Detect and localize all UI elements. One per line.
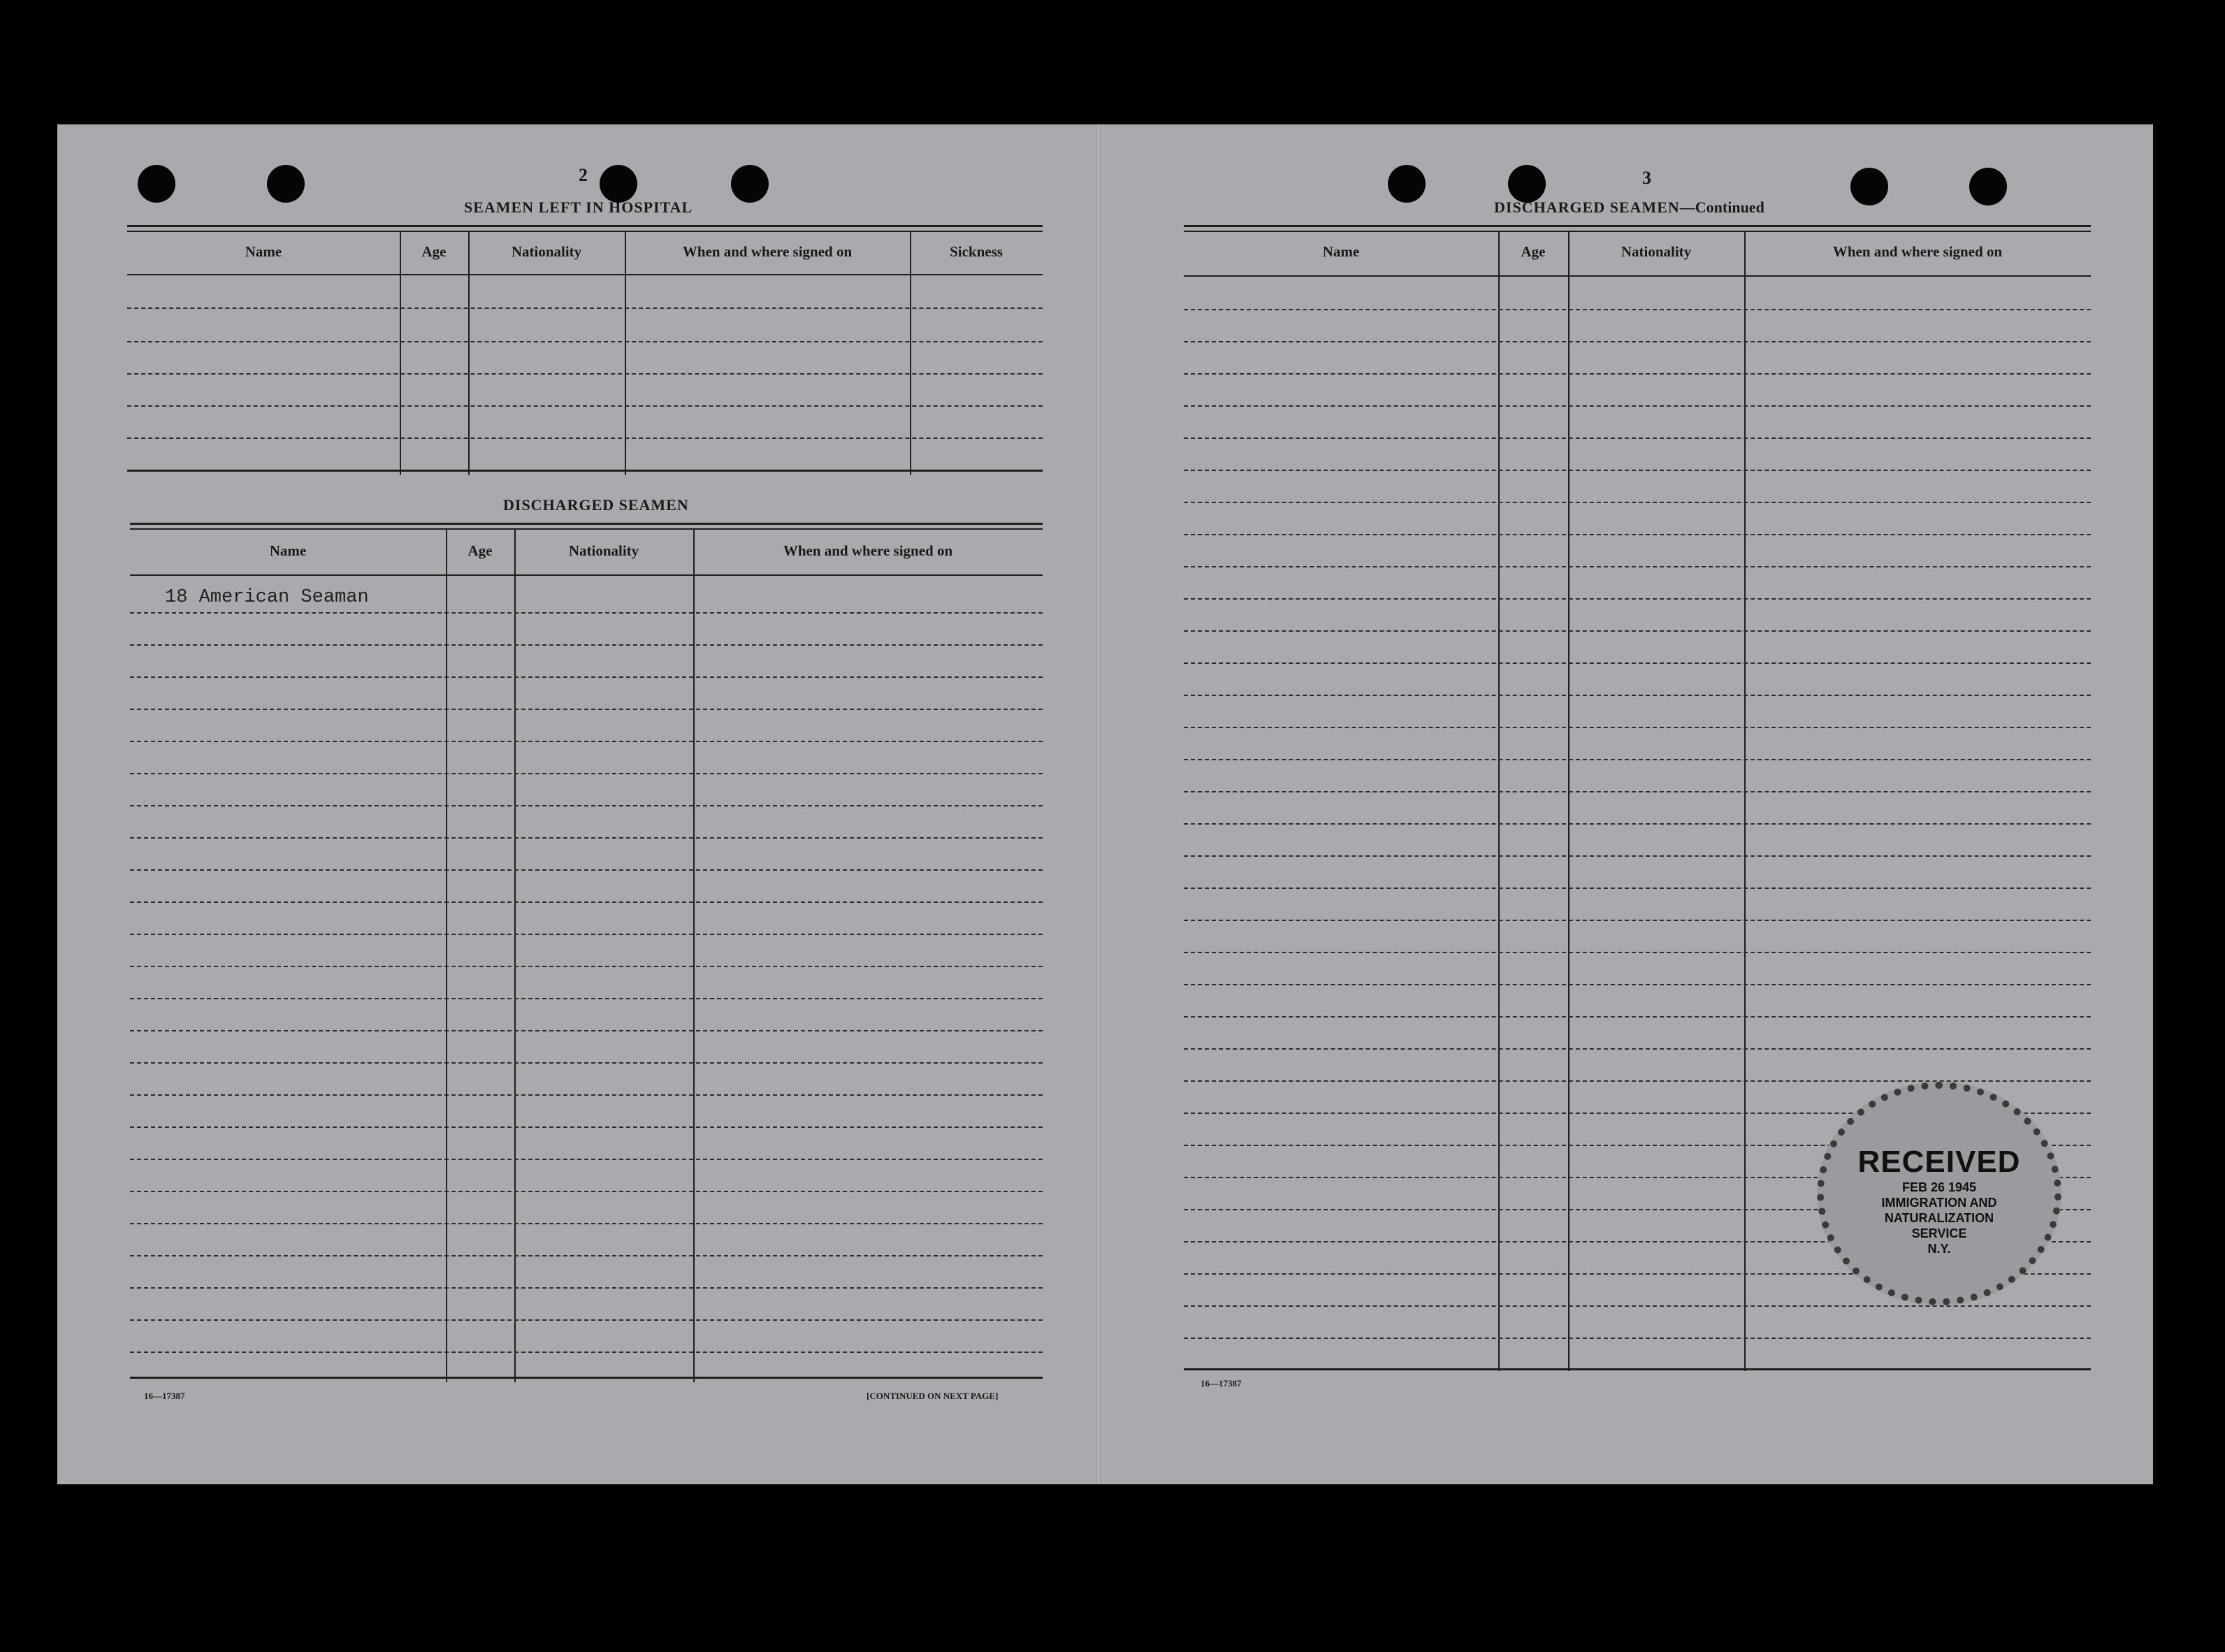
table-row [130,1094,1043,1096]
table-top-rule [1184,225,2091,227]
punch-hole [1508,165,1546,203]
header-nationality: Nationality [568,542,639,559]
table-row [1184,437,2091,439]
table-row [1184,1080,2091,1082]
table-row [1184,695,2091,696]
table-row [130,1062,1043,1064]
entry-american-seaman: 18 American Seaman [165,587,369,608]
table-row [130,1223,1043,1224]
header-name: Name [245,243,282,260]
title-main: DISCHARGED SEAMEN [1494,198,1680,216]
table-header-rule [130,574,1043,576]
page-fold [1096,124,1101,1484]
column-divider [693,530,695,1382]
header-signed-on: When and where signed on [682,243,853,260]
discharged-section-title: DISCHARGED SEAMEN [503,496,689,514]
form-number-left: 16—17387 [144,1391,185,1401]
table-row [127,341,1043,342]
header-name: Name [269,542,307,559]
table-row [130,773,1043,774]
table-row [1184,1016,2091,1017]
stamp-received: RECEIVED [1857,1145,2021,1179]
header-age: Age [1521,243,1546,260]
table-row [1184,470,2091,471]
table-row [1184,823,2091,825]
table-row [127,405,1043,407]
table-row [130,837,1043,839]
stamp-date: FEB 26 1945 [1901,1180,1977,1194]
table-row [127,373,1043,375]
table-row [1184,984,2091,985]
table-row [1184,1305,2091,1307]
table-row [130,966,1043,967]
table-row [130,676,1043,678]
table-row [130,1352,1043,1353]
table-top-rule [130,528,1043,530]
table-row [130,709,1043,710]
discharged-table-left [130,523,1043,1382]
table-row [130,612,1043,614]
table-row [130,901,1043,903]
header-age: Age [468,542,493,559]
table-header-rule [127,274,1043,275]
punch-hole [1850,168,1888,205]
punch-hole [267,165,305,203]
table-top-rule [127,225,1043,227]
discharged-continued-title [1494,198,1764,217]
header-signed-on: When and where signed on [1832,243,2003,260]
table-row [130,1287,1043,1289]
table-row [1184,598,2091,600]
punch-hole [731,165,769,203]
form-number-right: 16—17387 [1201,1378,1242,1389]
table-row [1184,534,2091,535]
title-suffix: —Continued [1679,198,1764,216]
page-number-right: 3 [1642,168,1651,188]
table-row [1184,405,2091,407]
table-row [130,1191,1043,1192]
table-row [1184,309,2091,310]
punch-hole [1969,168,2007,205]
table-row [1184,1338,2091,1339]
table-bottom-rule [1184,1368,2091,1370]
table-row [130,1126,1043,1128]
hospital-section-title: SEAMEN LEFT IN HOSPITAL [464,198,693,216]
table-row [1184,630,2091,632]
table-row [130,741,1043,742]
stamp-line: N.Y. [1927,1242,1951,1256]
table-top-rule [127,231,1043,232]
table-row [130,934,1043,935]
punch-hole [138,165,175,203]
header-age: Age [421,243,447,260]
stamp-line: SERVICE [1911,1226,1967,1240]
table-row [1184,952,2091,953]
table-row [130,1030,1043,1031]
table-row [1184,759,2091,760]
table-row [130,805,1043,806]
column-divider [514,530,516,1382]
table-row [1184,373,2091,375]
stamp-line: NATURALIZATION [1884,1211,1994,1225]
table-row [1184,727,2091,728]
column-divider [446,530,447,1382]
table-row [1184,1048,2091,1050]
table-top-rule [1184,231,2091,232]
column-divider [1568,232,1570,1371]
table-row [1184,341,2091,342]
header-nationality: Nationality [1621,243,1692,260]
table-row [130,998,1043,999]
column-divider [1498,232,1500,1371]
header-name: Name [1322,243,1360,260]
table-row [127,307,1043,309]
table-row [127,437,1043,439]
column-divider [1744,232,1746,1371]
table-row [130,1159,1043,1160]
table-row [130,869,1043,871]
table-row [1184,855,2091,857]
table-row [130,1319,1043,1321]
table-header-rule [1184,275,2091,277]
table-bottom-rule [130,1377,1043,1379]
table-row [1184,662,2091,664]
header-signed-on: When and where signed on [783,542,953,559]
table-row [1184,920,2091,921]
table-bottom-rule [127,470,1043,472]
hospital-table [127,225,1043,475]
table-row [1184,566,2091,567]
punch-hole [600,165,637,203]
table-row [1184,887,2091,889]
stamp-line: IMMIGRATION AND [1881,1196,1997,1210]
table-row [130,1255,1043,1256]
header-sickness: Sickness [950,243,1003,260]
table-row [130,644,1043,646]
page-number-left: 2 [579,165,588,185]
punch-hole [1388,165,1426,203]
table-row [1184,791,2091,792]
table-top-rule [130,523,1043,525]
header-nationality: Nationality [511,243,582,260]
received-stamp [1817,1082,2061,1305]
table-row [1184,502,2091,503]
continued-note: [CONTINUED ON NEXT PAGE] [867,1391,999,1401]
